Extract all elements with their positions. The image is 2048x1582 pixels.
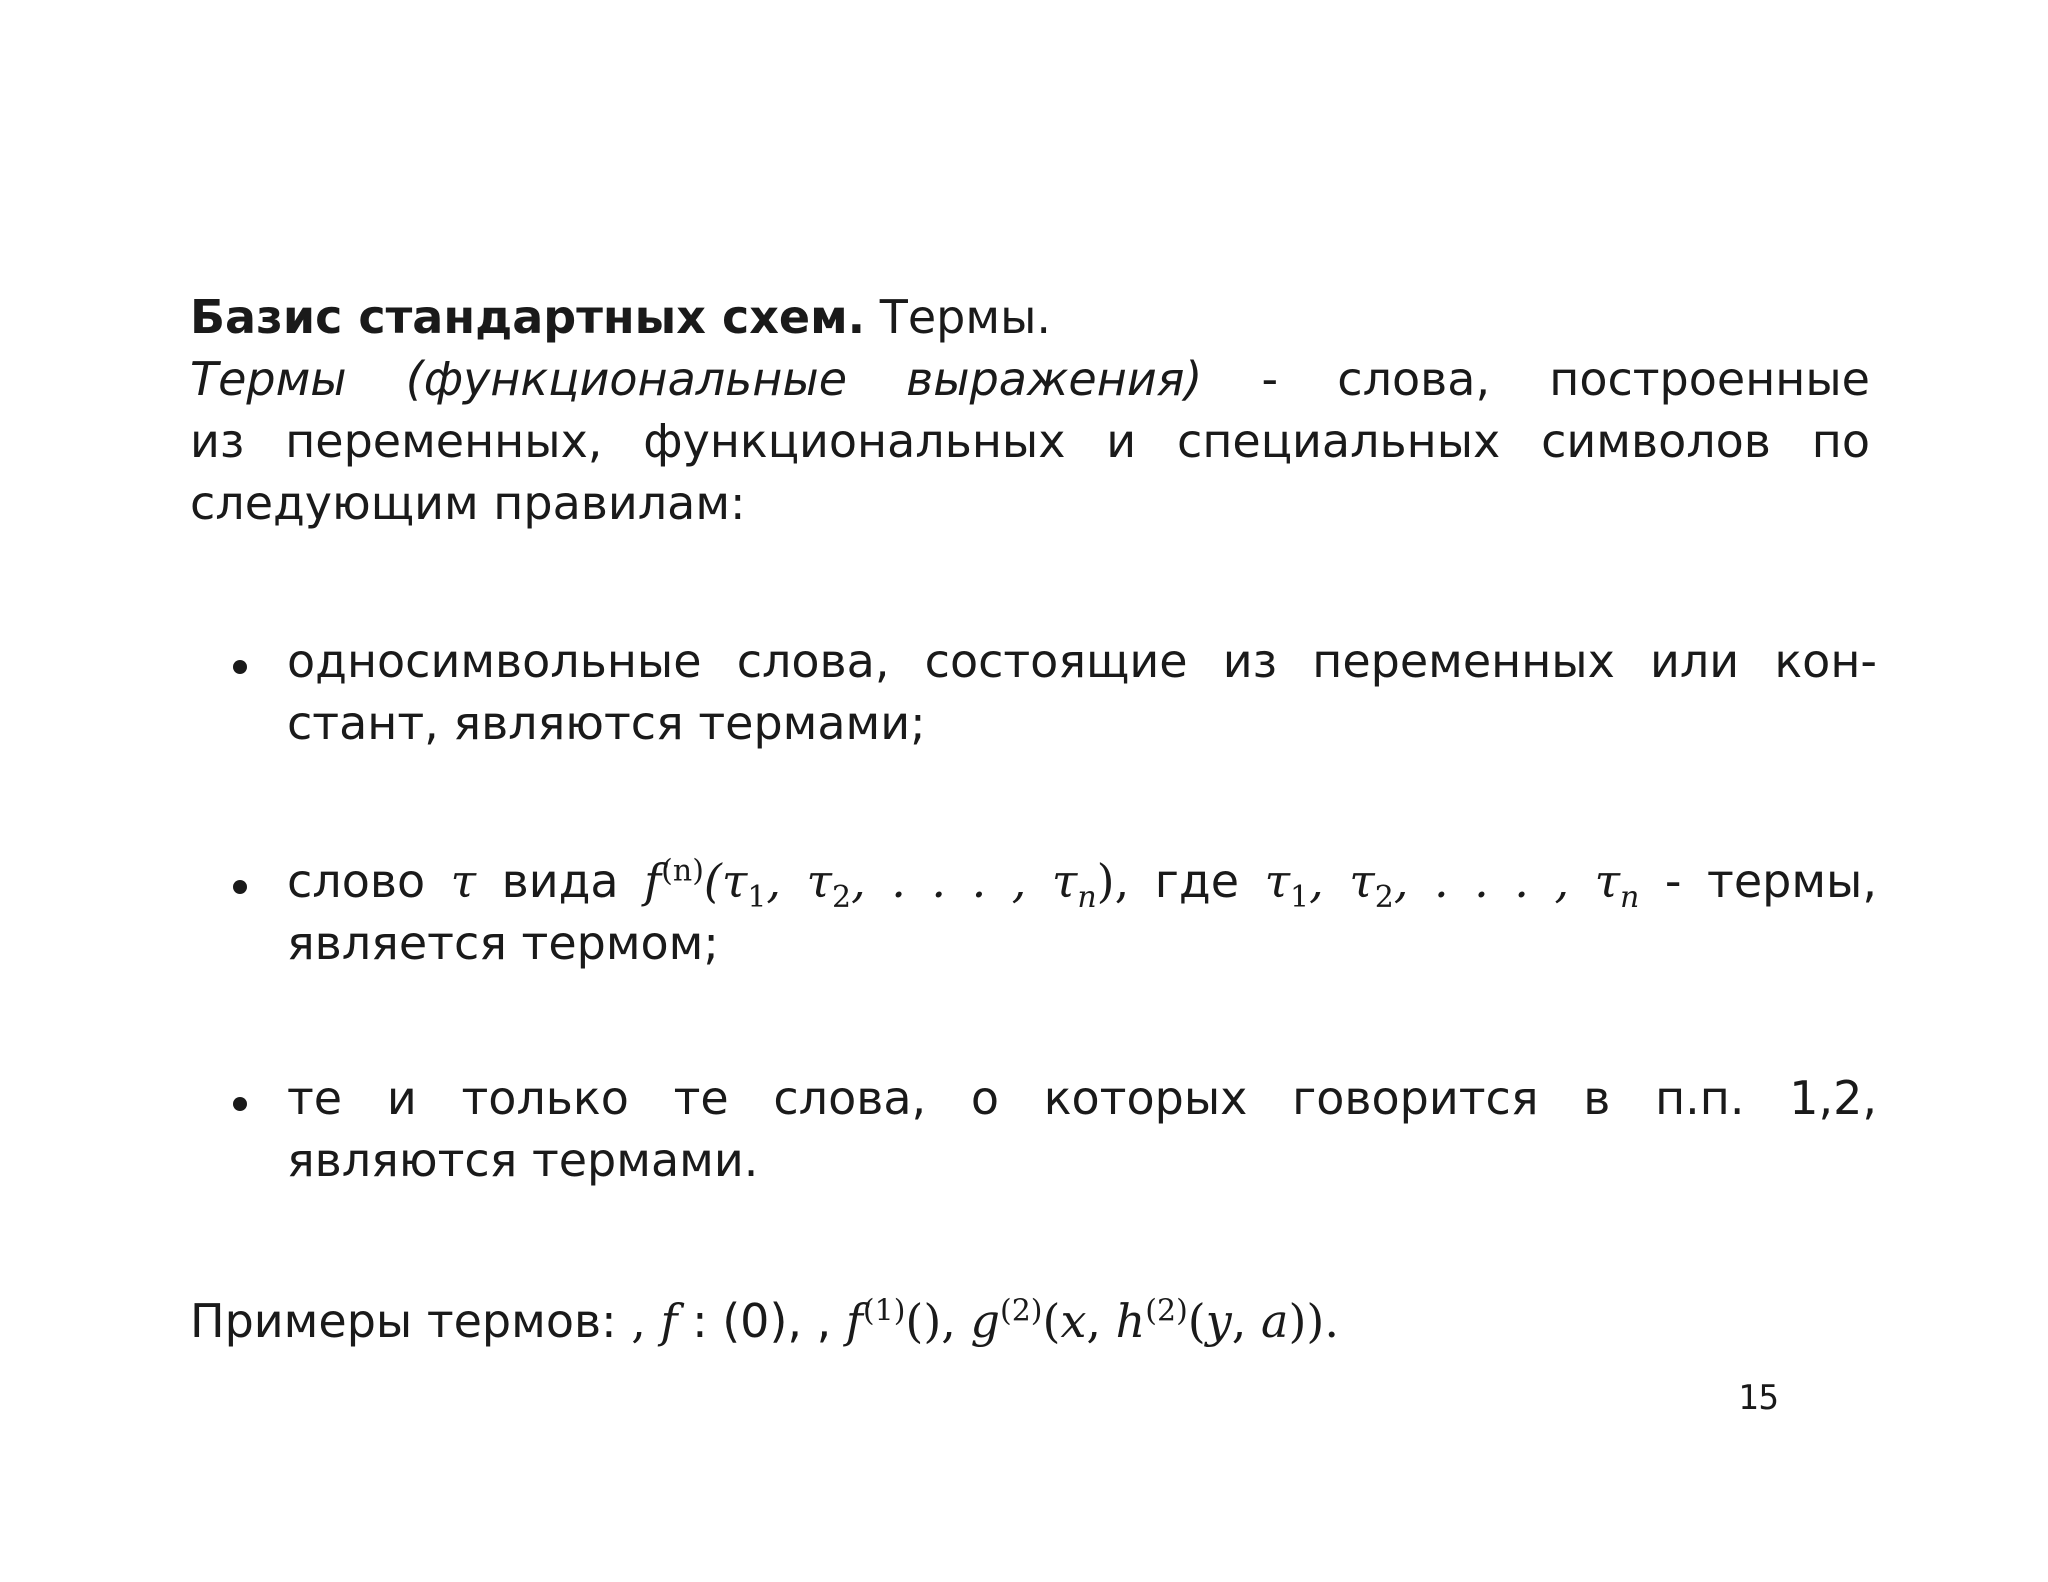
heading-bold: Базис стандартных схем. bbox=[190, 290, 866, 344]
rule-2-where: где bbox=[1129, 854, 1265, 908]
rule-1-line-1: односимвольные слова, состоящие из переменных или кон- bbox=[287, 634, 1877, 688]
rule-2-close: ), bbox=[1096, 854, 1130, 908]
rule-2-mid: вида bbox=[476, 854, 645, 908]
examples-line bbox=[190, 1290, 1870, 1352]
definition-italic: Термы (функциональные выражения) bbox=[190, 352, 1203, 406]
rule-2-sub-2: 2 bbox=[832, 880, 852, 916]
examples-end: )). bbox=[1288, 1294, 1339, 1348]
rule-2-c1: , τ bbox=[766, 854, 833, 908]
examples-h: h bbox=[1115, 1294, 1146, 1348]
examples-f1: f bbox=[660, 1294, 678, 1348]
slide-heading bbox=[190, 286, 1870, 348]
examples-y: y bbox=[1205, 1294, 1232, 1348]
examples-sep-b: : (0), , bbox=[677, 1294, 846, 1348]
examples-comma: , bbox=[1086, 1294, 1116, 1348]
rule-2-f-sup: (n) bbox=[661, 853, 704, 889]
examples-sep-a: , bbox=[631, 1294, 661, 1348]
examples-comma-2: , bbox=[1231, 1294, 1261, 1348]
definition-line-3 bbox=[190, 472, 1870, 534]
examples-f2-sup: (1) bbox=[862, 1293, 906, 1329]
bullet-icon bbox=[233, 1097, 247, 1111]
rule-2-where-c1: , τ bbox=[1309, 854, 1375, 908]
definition-line2-text: из переменных, функциональных и специальных символов по bbox=[190, 414, 1870, 468]
rule-2-where-sub-n: n bbox=[1620, 880, 1640, 916]
definition-line-1 bbox=[190, 348, 1870, 410]
rule-2-f: f bbox=[644, 854, 662, 908]
rule-3-line-2: являются термами. bbox=[287, 1133, 759, 1187]
examples-g-sup: (2) bbox=[1000, 1293, 1043, 1329]
definition-line3-text: следующим правилам: bbox=[190, 476, 746, 530]
rule-2-where-tau: τ bbox=[1264, 854, 1291, 908]
examples-x: x bbox=[1060, 1294, 1087, 1348]
rule-2-post: - термы, bbox=[1639, 854, 1877, 908]
examples-sep-c: (), bbox=[905, 1294, 971, 1348]
rule-2-sub-n: n bbox=[1077, 880, 1097, 916]
rule-2-c2: , . . . , τ bbox=[851, 854, 1078, 908]
examples-f2: f bbox=[845, 1294, 863, 1348]
rule-2-sub-1: 1 bbox=[747, 880, 767, 916]
definition-line1-rest: - слова, построенные bbox=[1202, 352, 1870, 406]
heading-rest: Термы. bbox=[865, 290, 1052, 344]
rule-1-line-2: стант, являются термами; bbox=[287, 696, 926, 750]
bullet-icon bbox=[233, 660, 247, 674]
rule-3-line-1: те и только те слова, о которых говорится в п.п. 1,2, bbox=[287, 1071, 1877, 1125]
rule-2-line-1 bbox=[287, 850, 1877, 916]
examples-label: Примеры термов: bbox=[190, 1294, 632, 1348]
page-number: 15 bbox=[1738, 1378, 1779, 1418]
rule-2-where-sub-2: 2 bbox=[1374, 880, 1394, 916]
rule-2-tau: τ bbox=[450, 854, 477, 908]
rule-item-3 bbox=[287, 1067, 1877, 1191]
definition-line-2 bbox=[190, 410, 1870, 472]
examples-a: a bbox=[1261, 1294, 1289, 1348]
rule-2-where-sub-1: 1 bbox=[1290, 880, 1310, 916]
examples-open-paren-2: ( bbox=[1187, 1294, 1206, 1348]
rule-2-line-2: является термом; bbox=[287, 916, 719, 970]
rule-2-args: (τ bbox=[703, 854, 748, 908]
rule-2-pre: слово bbox=[287, 854, 451, 908]
rule-2-where-c2: , . . . , τ bbox=[1393, 854, 1621, 908]
rule-item-1 bbox=[287, 630, 1877, 754]
examples-open-paren: ( bbox=[1042, 1294, 1061, 1348]
rule-item-2 bbox=[287, 850, 1877, 974]
examples-g: g bbox=[970, 1294, 1000, 1348]
bullet-icon bbox=[233, 880, 247, 894]
examples-h-sup: (2) bbox=[1145, 1293, 1188, 1329]
